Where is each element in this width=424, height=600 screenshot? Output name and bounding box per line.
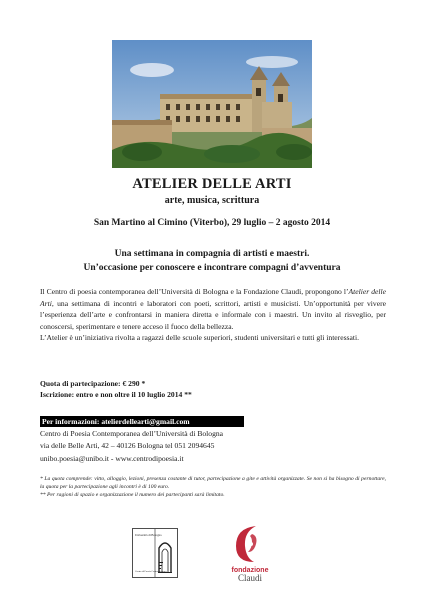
fondazione-claudi-logo — [226, 522, 274, 584]
unibo-poetry-center-logo — [132, 528, 178, 578]
claudi-logo-text-2: Claudi — [238, 573, 262, 583]
fee-info: Quota di partecipazione: € 290 * — [40, 379, 146, 388]
contact-email-web: unibo.poesia@unibo.it - www.centrodipoesia.it — [40, 454, 184, 463]
description-paragraph-1 — [40, 286, 386, 332]
description — [40, 286, 386, 344]
unibo-logo-text-top: Università di Bologna — [135, 533, 162, 537]
contact-heading: Per informazioni: atelierdellearti@gmail.com — [40, 416, 244, 427]
tagline-2: Un’occasione per conoscere e incontrare compagni d’avventura — [83, 263, 341, 273]
footnotes — [40, 475, 386, 499]
paragraph-1-end: , una settimana di incontri e laboratori con poeti, scrittori, artisti e musicisti. Un’opportunità per vivere l’esperienza dell’arte e confrontarsi in maniera diretta e informale con i maestri. Un invito al risveglio, per conoscersi, sperimentare e tenere acceso il fuoco della bellezza. — [40, 298, 386, 331]
registration-deadline: Iscrizione: entro e non oltre il 10 luglio 2014 ** — [40, 390, 192, 399]
description-paragraph-2: L’Atelier è un’iniziativa rivolta a ragazzi delle scuole superiori, studenti universitari e tutti gli interessati. — [40, 333, 359, 343]
footnote-1: * La quota comprende: vitto, alloggio, lezioni, presenza costante di tutor, partecipazione a gite e attività organizzate. Se non si ha bisogno di pernottare, la quota per la partecipazione agli incontri è di 100 euro. — [40, 476, 386, 490]
village-photo — [112, 40, 312, 168]
claudi-logo-text-1: fondazione — [231, 567, 269, 574]
unibo-logo-text-bottom: Centro di Poesia Contemporanea — [135, 570, 167, 573]
tagline-1: Una settimana in compagnia di artisti e maestri. — [114, 249, 310, 259]
footnote-2: ** Per ragioni di spazio e organizzazione il numero dei partecipanti sarà limitato. — [40, 492, 225, 498]
event-title: ATELIER DELLE ARTI — [132, 176, 292, 192]
contact-organization: Centro di Poesia Contemporanea dell’Università di Bologna — [40, 429, 224, 438]
paragraph-1-start: Il Centro di poesia contemporanea dell’Università di Bologna e la Fondazione Claudi, propongono l’ — [40, 287, 349, 296]
event-subtitle: arte, musica, scrittura — [164, 195, 260, 206]
contact-address: via delle Belle Arti, 42 – 40126 Bologna tel 051 2094645 — [40, 441, 215, 450]
atelier-name-italic: Atelier delle Arti — [40, 287, 386, 308]
event-location-dates: San Martino al Cimino (Viterbo), 29 luglio – 2 agosto 2014 — [93, 218, 331, 228]
